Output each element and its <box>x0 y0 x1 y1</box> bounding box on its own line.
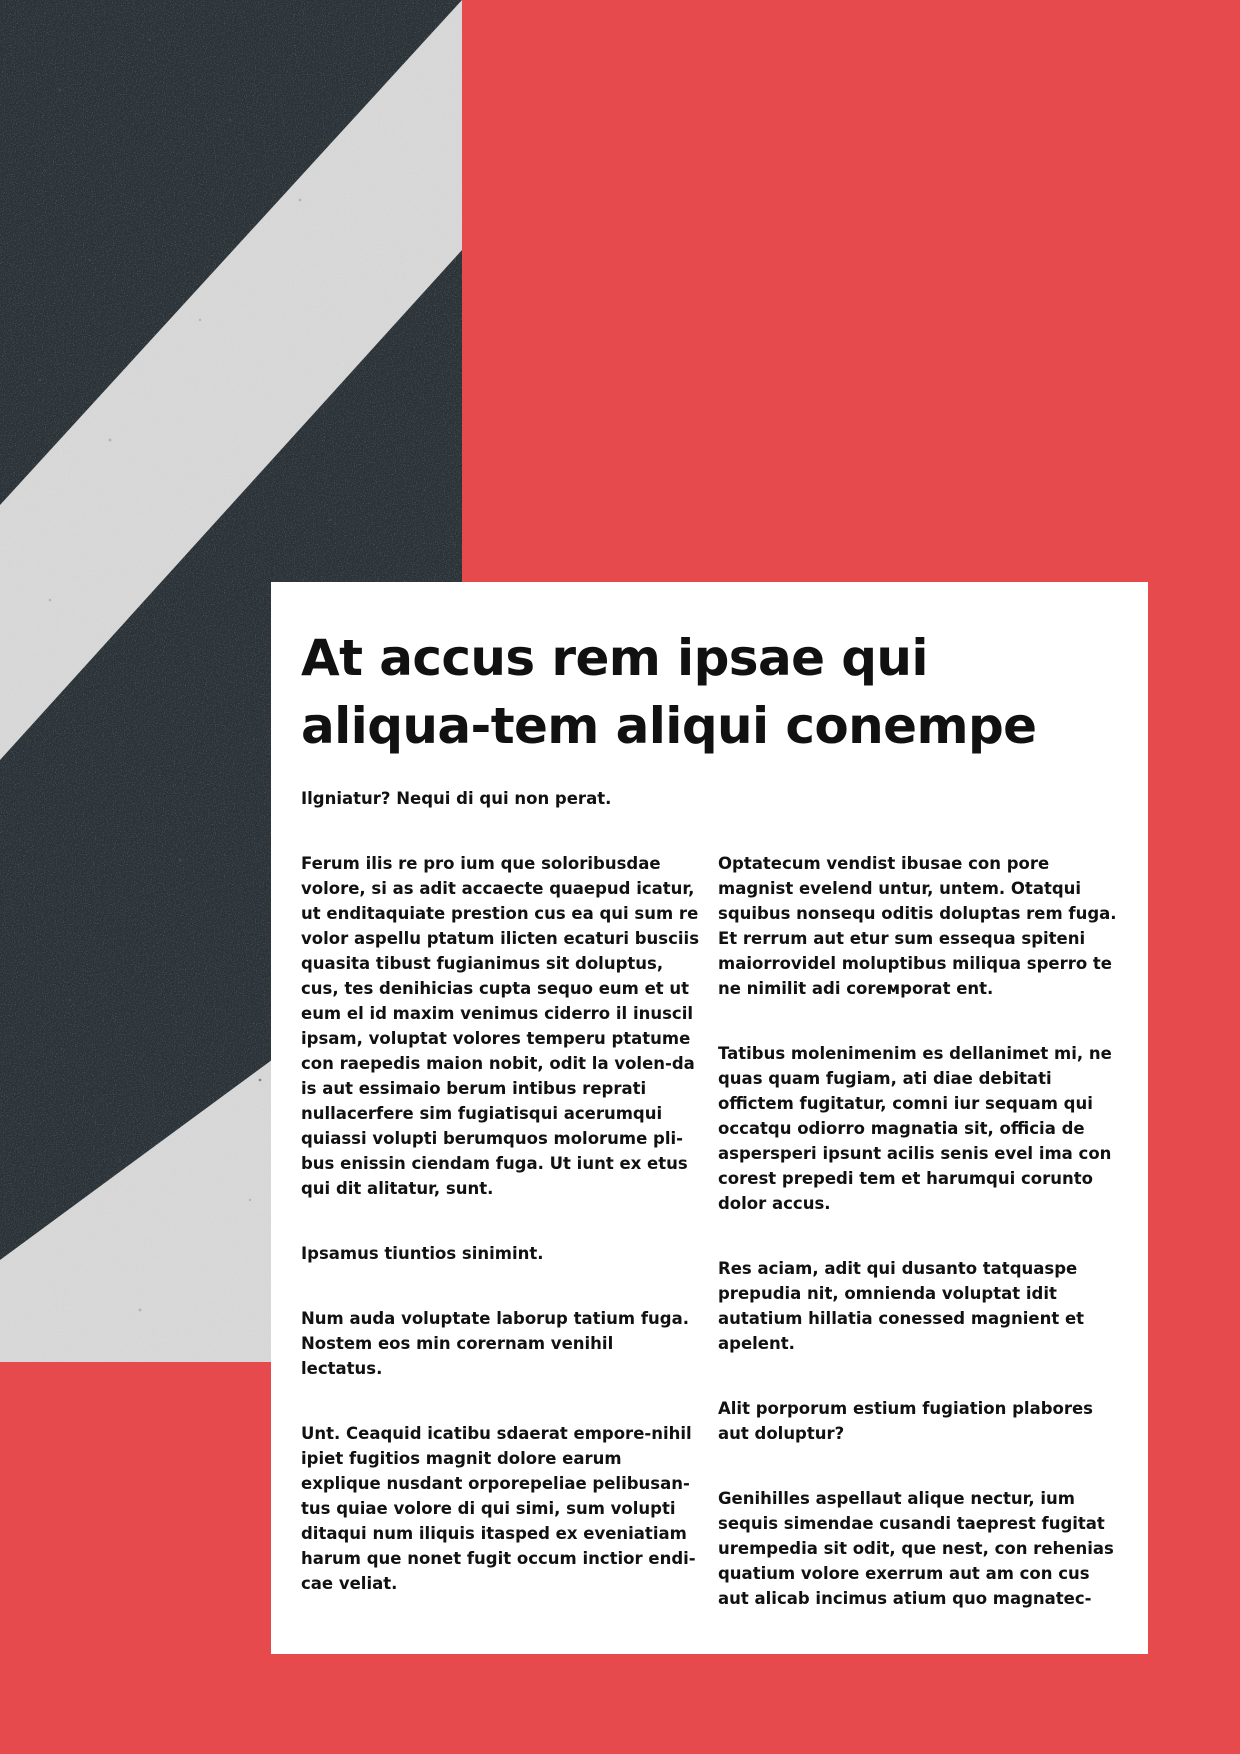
right-paragraph-4: Alit porporum estium fugiation plabores aut doluptur? <box>718 1399 1093 1443</box>
right-paragraph-5: Genihilles aspellaut alique nectur, ium sequis simendae cusandi taeprest fugitat urempedia sit odit, que nest, con rehenias quatium volore exerrum aut am con cus aut alicab incimus atium quo magnatec- <box>718 1489 1114 1608</box>
right-paragraph-3: Res aciam, adit qui dusanto tatquaspe prepudia nit, omnienda voluptat idit autatium hillatia conessed magnient et apelent. <box>718 1259 1085 1353</box>
right-paragraph-1: Optatecum vendist ibusae con pore magnist evelend untur, untem. Otatqui squibus nonsequ oditis doluptas rem fuga. Et rerrum aut etur sum essequa spiteni maiorrovidel moluptibus miliqua sperro te ne nimilit adi corемporat ent. <box>718 854 1117 998</box>
right-column <box>718 851 1118 1651</box>
left-paragraph-4: Unt. Ceaquid icatibu sdaerat empore-nihil ipiet fugitios magnit dolore earum explique nusdant orporepeliae pelibusan-tus quiae volore di qui simi, sum volupti ditaqui num iliquis itasped ex eveniatiam harum que nonet fugit occum inctior endi-cae veliat. <box>301 1424 696 1593</box>
article-headline: At accus rem ipsae qui aliqua-tem aliqui conempe <box>301 629 1037 755</box>
left-paragraph-3: Num auda voluptate laborup tatium fuga. Nostem eos min corernam venihil lectatus. <box>301 1309 689 1378</box>
right-paragraph-2: Tatibus molenimenim es dellanimet mi, ne quas quam fugiam, ati diae debitati offictem fugitatur, comni iur sequam qui occatqu odiorro magnatia sit, officia de aspersperi ipsunt acilis senis evel ima con corest prepedi tem et harumqui corunto dolor accus. <box>718 1044 1112 1213</box>
article-intro: Ilgniatur? Nequi di qui non perat. <box>301 789 612 808</box>
left-paragraph-1: Ferum ilis re pro ium que soloribusdae volore, si as adit accaecte quaepud icatur, ut enditaquiate prestion cus ea qui sum re volor aspellu ptatum ilicten ecaturi busciis quasita tibust fugianimus sit doluptus, cus, tes denihicias cupta sequo eum et ut eum el id maxim venimus ciderro il inuscil ipsam, voluptat volores temperu ptatume con raepedis maion nobit, odit la volen-da is aut essimaio berum intibus reprati nullacerfere sim fugiatisqui acerumqui quiassi volupti berumquos molorume pli-bus enissin ciendam fuga. Ut iunt ex etus qui dit alitatur, sunt. <box>301 854 700 1198</box>
article-card <box>271 582 1148 1654</box>
article-columns <box>301 851 1118 1651</box>
left-column <box>301 851 699 1651</box>
left-paragraph-2: Ipsamus tiuntios sinimint. <box>301 1244 544 1263</box>
